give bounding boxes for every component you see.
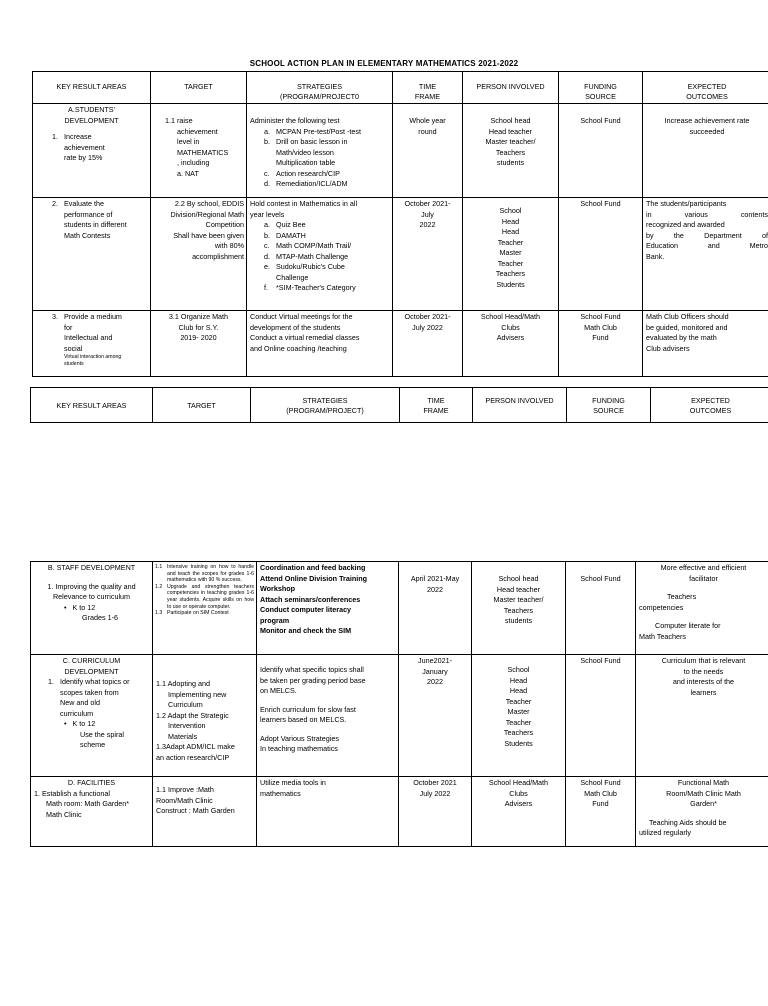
person-involved-cell: School Head/Math Clubs Advisers: [463, 311, 559, 377]
table-row: [31, 777, 768, 847]
page-title: SCHOOL ACTION PLAN IN ELEMENTARY MATHEMATICS 2021-2022: [249, 59, 519, 68]
header-person-involved: PERSON INVOLVED: [463, 72, 559, 104]
header-time-frame: TIME FRAME: [400, 388, 473, 423]
kra-cell: 3. Provide a medium for Intellectual and social Virtual interaction among students: [33, 311, 151, 377]
action-plan-table-2-header: [30, 387, 768, 423]
table-header-row: [33, 72, 768, 104]
expected-outcomes-cell: Increase achievement rate succeeded: [643, 104, 768, 198]
table-row: [31, 655, 768, 777]
table-row: [33, 311, 768, 377]
header-expected-outcomes: EXPECTED OUTCOMES: [651, 388, 768, 423]
header-strategies: STRATEGIES (PROGRAM/PROJECT): [251, 388, 400, 423]
target-cell: 1.1 Intensive training on how to handle and teach the scopes for grades 1-6 mathematics with 90 % success. 1.2 Upgrade and strengthen teachers competencies in teaching grades 1-6 year students. Acquire skills on how to use or operate computer. 1.3 Participate on SIM Contest: [153, 562, 257, 655]
header-key-result-areas: KEY RESULT AREAS: [33, 72, 151, 104]
funding-source-cell: School Fund: [566, 655, 636, 777]
expected-outcomes-cell: The students/participants in various contents recognized and awarded by the Department of Education and Metro Bank.: [643, 198, 768, 311]
person-involved-cell: School Head Head Teacher Master Teacher Teachers Students: [463, 198, 559, 311]
kra-cell: C. CURRICULUM DEVELOPMENT 1. Identify what topics or scopes taken from New and old curriculum • K to 12 Use the spiral scheme: [31, 655, 153, 777]
target-cell: 1.1 raise achievement level in MATHEMATICS , including a. NAT: [151, 104, 247, 198]
kra-cell: 2. Evaluate the performance of students in different Math Contests: [33, 198, 151, 311]
action-plan-table-3: [30, 561, 768, 847]
action-plan-table-1: [32, 71, 768, 377]
funding-source-cell: School Fund Math Club Fund: [566, 777, 636, 847]
header-strategies: STRATEGIES (PROGRAM/PROJECT0: [247, 72, 393, 104]
target-cell: 2.2 By school, EDDIS Division/Regional Math Competition Shall have been given with 80% accomplishment: [151, 198, 247, 311]
header-key-result-areas: KEY RESULT AREAS: [31, 388, 153, 423]
funding-source-cell: School Fund: [559, 198, 643, 311]
funding-source-cell: School Fund: [566, 562, 636, 655]
table-row: [33, 198, 768, 311]
strategies-cell: Coordination and feed backing Attend Online Division Training Workshop Attach seminars/conferences Conduct computer literacy program Monitor and check the SIM: [257, 562, 399, 655]
time-frame-cell: October 2021 July 2022: [399, 777, 472, 847]
strategies-cell: Conduct Virtual meetings for the development of the students Conduct a virtual remedial classes and Online coaching /teaching: [247, 311, 393, 377]
target-cell: 1.1 Improve :Math Room/Math Clinic Construct : Math Garden: [153, 777, 257, 847]
strategies-cell: Utilize media tools in mathematics: [257, 777, 399, 847]
header-expected-outcomes: EXPECTED OUTCOMES: [643, 72, 768, 104]
time-frame-cell: Whole year round: [393, 104, 463, 198]
funding-source-cell: School Fund: [559, 104, 643, 198]
person-involved-cell: School Head/Math Clubs Advisers: [472, 777, 566, 847]
table-header-row: [31, 388, 768, 423]
time-frame-cell: October 2021- July 2022: [393, 198, 463, 311]
kra-cell: A.STUDENTS' DEVELOPMENT 1. Increase achievement rate by 15%: [33, 104, 151, 198]
expected-outcomes-cell: Curriculum that is relevant to the needs and interests of the learners: [636, 655, 768, 777]
expected-outcomes-cell: Math Club Officers should be guided, monitored and evaluated by the math Club advisers: [643, 311, 768, 377]
header-funding-source: FUNDING SOURCE: [567, 388, 651, 423]
header-target: TARGET: [151, 72, 247, 104]
target-cell: 1.1 Adopting and Implementing new Curriculum 1.2 Adapt the Strategic Intervention Materials 1.3Adapt ADM/ICL make an action research/CIP: [153, 655, 257, 777]
time-frame-cell: October 2021- July 2022: [393, 311, 463, 377]
strategies-cell: Administer the following test a. MCPAN Pre-test/Post -test b. Drill on basic lesson in Math/video lesson Multiplication table c. Action research/CIP d. Remediation/ICL/ADM: [247, 104, 393, 198]
header-target: TARGET: [153, 388, 251, 423]
header-person-involved: PERSON INVOLVED: [473, 388, 567, 423]
strategies-cell: Identify what specific topics shall be taken per grading period base on MELCS. Enrich curriculum for slow fast learners based on MELCS. Adopt Various Strategies In teaching mathematics: [257, 655, 399, 777]
header-time-frame: TIME FRAME: [393, 72, 463, 104]
table-row: [33, 104, 768, 198]
person-involved-cell: School head Head teacher Master teacher/ Teachers students: [472, 562, 566, 655]
kra-cell: D. FACILITIES 1. Establish a functional Math room: Math Garden* Math Clinic: [31, 777, 153, 847]
header-funding-source: FUNDING SOURCE: [559, 72, 643, 104]
person-involved-cell: School head Head teacher Master teacher/ Teachers students: [463, 104, 559, 198]
time-frame-cell: April 2021-May 2022: [399, 562, 472, 655]
person-involved-cell: School Head Head Teacher Master Teacher Teachers Students: [472, 655, 566, 777]
expected-outcomes-cell: More effective and efficient facilitator Teachers competencies Computer literate for Math Teachers: [636, 562, 768, 655]
expected-outcomes-cell: Functional Math Room/Math Clinic Math Garden* Teaching Aids should be utilized regularly: [636, 777, 768, 847]
table-row: [31, 562, 768, 655]
kra-cell: B. STAFF DEVELOPMENT 1. Improving the quality and Relevance to curriculum • K to 12 Grades 1-6: [31, 562, 153, 655]
target-cell: 3.1 Organize Math Club for S.Y. 2019- 2020: [151, 311, 247, 377]
time-frame-cell: June2021- January 2022: [399, 655, 472, 777]
strategies-cell: Hold contest in Mathematics in all year levels a. Quiz Bee b. DAMATH c. Math COMP/Math Trail/ d. MTAP-Math Challenge e. Sudoku/Rubic's Cube Challenge f. *SIM-Teacher's Category: [247, 198, 393, 311]
funding-source-cell: School Fund Math Club Fund: [559, 311, 643, 377]
